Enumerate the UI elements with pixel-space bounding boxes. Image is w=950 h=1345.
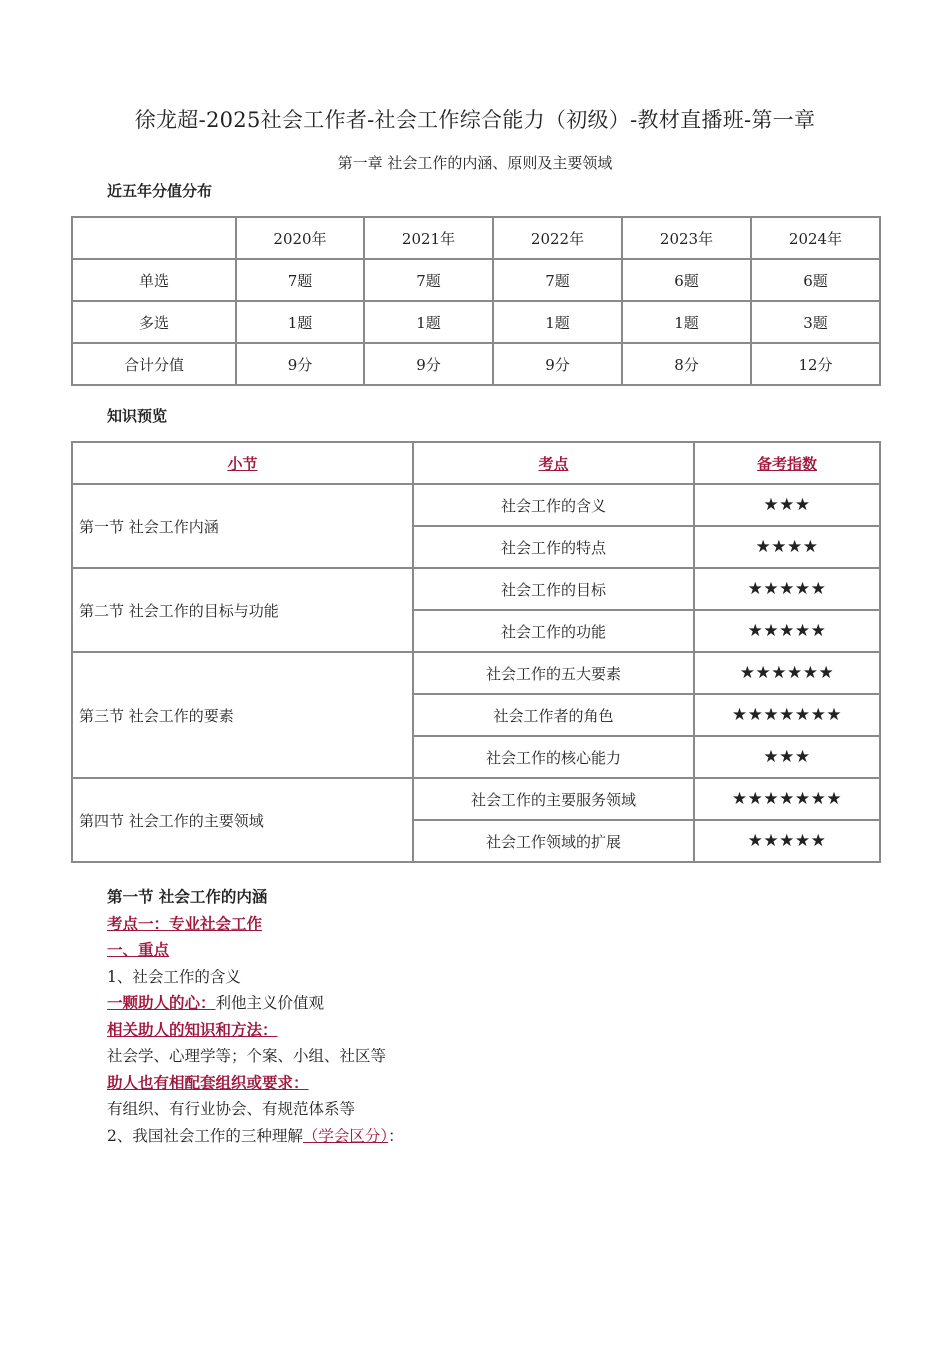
exam-point: 社会工作领域的扩展: [413, 820, 694, 862]
table-row: [72, 568, 880, 610]
knowledge-text: 社会学、心理学等；个案、小组、社区等: [107, 1047, 387, 1065]
exam-point: 社会工作的主要服务领域: [413, 778, 694, 820]
table-row: [72, 484, 880, 526]
exam-point: 社会工作的目标: [413, 568, 694, 610]
year-header: 2024年: [751, 217, 880, 259]
table-row: [72, 259, 880, 301]
section-column-header: 小节: [72, 442, 413, 484]
star-rating: ★★★★★★★: [694, 778, 880, 820]
table-header-row: [72, 442, 880, 484]
table-cell: 8分: [622, 343, 751, 385]
exam-point: 社会工作的含义: [413, 484, 694, 526]
star-rating: ★★★★: [694, 526, 880, 568]
row-label: 多选: [72, 301, 236, 343]
table-cell: 9分: [493, 343, 622, 385]
star-rating: ★★★★★: [694, 610, 880, 652]
understanding-item: 2、我国社会工作的三种理解: [107, 1126, 303, 1145]
table-cell: 6题: [622, 259, 751, 301]
table-cell: 7题: [236, 259, 364, 301]
section-name: 第一节 社会工作内涵: [72, 484, 413, 568]
organization-label: 助人也有相配套组织或要求：: [107, 1072, 309, 1092]
index-column-header: 备考指数: [694, 442, 880, 484]
table-cell: 7题: [364, 259, 493, 301]
organization-text: 有组织、有行业协会、有规范体系等: [107, 1100, 356, 1118]
star-rating: ★★★: [694, 484, 880, 526]
table-cell: 6题: [751, 259, 880, 301]
table-cell: 7题: [493, 259, 622, 301]
heart-label: 一颗助人的心：: [107, 993, 216, 1012]
table-cell: 1题: [236, 301, 364, 343]
section-name: 第二节 社会工作的目标与功能: [72, 568, 413, 652]
year-header: 2022年: [493, 217, 622, 259]
knowledge-preview-table: [71, 441, 881, 863]
exam-point-heading: 考点一：专业社会工作: [107, 913, 263, 933]
table-row: [72, 778, 880, 820]
understanding-note: （学会区分）: [302, 1126, 389, 1145]
exam-point: 社会工作的功能: [413, 610, 694, 652]
table-row: [72, 343, 880, 385]
section-heading: 第一节 社会工作的内涵: [107, 887, 268, 906]
knowledge-preview-label: 知识预览: [107, 407, 168, 425]
table-row: [72, 301, 880, 343]
star-rating: ★★★★★★: [694, 652, 880, 694]
exam-point: 社会工作者的角色: [413, 694, 694, 736]
corner-cell: [72, 217, 236, 259]
understanding-line: [107, 1123, 867, 1150]
knowledge-label: 相关助人的知识和方法：: [107, 1019, 278, 1039]
body-content: [107, 884, 867, 1149]
row-label: 单选: [72, 259, 236, 301]
table-cell: 9分: [364, 343, 493, 385]
table-header-row: [72, 217, 880, 259]
exam-point: 社会工作的核心能力: [413, 736, 694, 778]
star-rating: ★★★★★: [694, 820, 880, 862]
exam-point: 社会工作的特点: [413, 526, 694, 568]
star-rating: ★★★★★: [694, 568, 880, 610]
table-cell: 9分: [236, 343, 364, 385]
table-row: [72, 652, 880, 694]
score-distribution-table: [71, 216, 881, 386]
key-points-heading: 一、重点: [107, 940, 170, 959]
table-cell: 12分: [751, 343, 880, 385]
table-cell: 1题: [364, 301, 493, 343]
score-distribution-label: 近五年分值分布: [107, 182, 213, 200]
point-column-header: 考点: [413, 442, 694, 484]
exam-point: 社会工作的五大要素: [413, 652, 694, 694]
star-rating: ★★★★★★★: [694, 694, 880, 736]
understanding-colon: ：: [388, 1126, 404, 1145]
chapter-subtitle: 第一章 社会工作的内涵、原则及主要领域: [337, 154, 613, 172]
heart-text: 利他主义价值观: [215, 994, 325, 1012]
table-cell: 1题: [493, 301, 622, 343]
section-name: 第四节 社会工作的主要领域: [72, 778, 413, 862]
definition-item: 1、社会工作的含义: [107, 967, 241, 986]
heart-line: [107, 990, 867, 1017]
year-header: 2023年: [622, 217, 751, 259]
year-header: 2020年: [236, 217, 364, 259]
section-name: 第三节 社会工作的要素: [72, 652, 413, 778]
table-cell: 3题: [751, 301, 880, 343]
year-header: 2021年: [364, 217, 493, 259]
table-cell: 1题: [622, 301, 751, 343]
document-title: 徐龙超-2025社会工作者-社会工作综合能力（初级）-教材直播班-第一章: [134, 108, 816, 132]
row-label: 合计分值: [72, 343, 236, 385]
star-rating: ★★★: [694, 736, 880, 778]
